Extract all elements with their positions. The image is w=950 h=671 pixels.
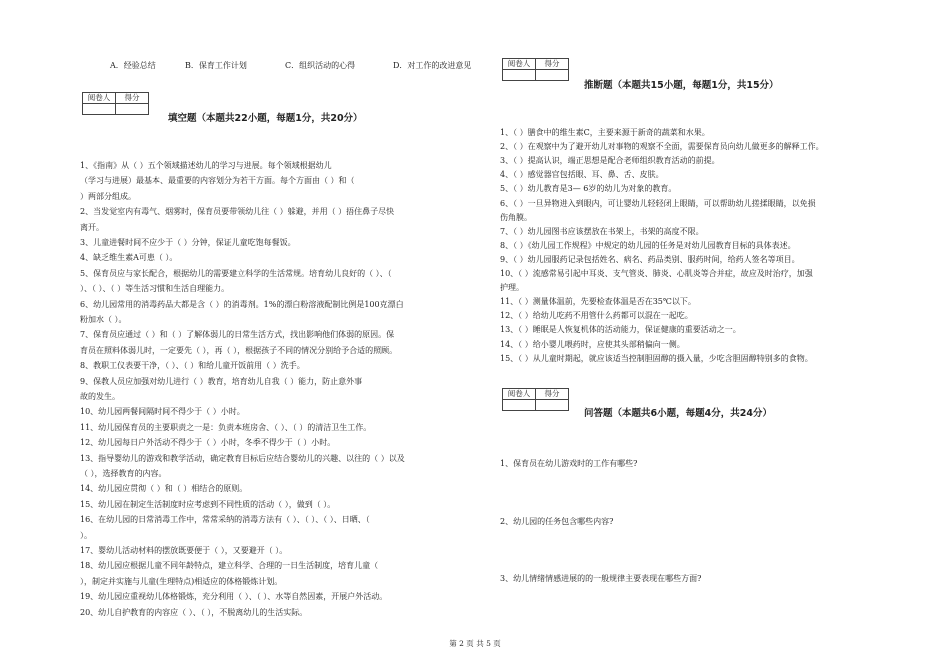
option-d: D．对工作的改进意见 [393,61,472,70]
score-label: 得分 [536,59,569,70]
score-cell [116,104,149,115]
page-footer: 第 2 页 共 5 页 [449,639,501,648]
qa-question-1: 1、保育员在幼儿游戏时的工作有哪些? [500,459,638,468]
judge-question-line: 12、（ ）给幼儿吃药不用管什么药都可以混在一起吃。 [500,311,693,321]
judge-question-line: 6、（ ）一旦异物进入到眼内，可让婴幼儿轻轻闭上眼睛，可以帮助幼儿搓揉眼睛，以免损 [500,198,816,208]
fill-question-line: 5、保育员应与家长配合，根据幼儿的需要建立科学的生活常规。培育幼儿良好的（ ）、（ [80,268,392,278]
qa-section-title: 问答题（本题共6小题，每题4分，共24分） [584,408,772,419]
judge-question-line: 14、（ ）给小婴儿喂药时，应使其头部稍偏向一侧。 [500,339,685,349]
fill-question-line: 10、幼儿园两餐间隔时间不得少于（ ）小时。 [80,407,245,417]
judge-question-line: 1、（ ）膳食中的维生素C，主要来源于新奇的蔬菜和水果。 [500,128,710,137]
qa-question-2: 2、幼儿园的任务包含哪些内容? [500,517,614,526]
fill-question-line: 3、儿童进餐时间不应少于（ ）分钟，保证儿童吃饱每餐饭。 [80,238,296,247]
fill-question-line: ）两部分组成。 [80,191,136,201]
fill-question-line: ），制定并实施与儿童(生理特点)相适应的体格锻炼计划。 [80,576,283,586]
fill-question-line: 18、幼儿园应根据儿童不同年龄特点，建立科学、合理的一日生活制度，培育儿童（ [80,561,379,571]
fill-question-line: 1、《指南》从（ ）五个领域描述幼儿的学习与进展。每个领域根据幼儿 [80,161,332,170]
fill-question-line: 离开。 [80,222,104,232]
reviewer-cell [503,400,536,411]
fill-question-line: 8、教职工仪表要干净，（ ）、（ ）和给儿童开饭前用（ ）洗手。 [80,361,305,371]
fill-question-line: 育员在照料体弱儿时，一定要先（ ），再（ ），根据孩子不同的情况分别给予合适的照顾。 [80,345,398,355]
reviewer-label: 阅卷人 [83,93,116,104]
fill-question-line: 19、幼儿园应重视幼儿体格锻炼，充分利用（ ）、（ ）、水等自然因素，开展户外活动。 [80,592,388,602]
judge-question-line: 5、（ ）幼儿教育是3— 6岁的幼儿为对象的教育。 [500,184,677,194]
judge-question-line: 3、（ ）提高认识，端正思想是配合老师组织教育活动的前提。 [500,156,720,166]
judge-question-line: 7、（ ）幼儿园图书应该摆放在书架上，书架的高度不限。 [500,226,704,236]
judge-question-line: 15、（ ）从儿童时期起，就应该适当控制胆固醇的摄入量，少吃含胆固醇特别多的食物。 [500,353,813,363]
fill-question-line: 13、指导婴幼儿的游戏和教学活动，确定教育目标后应结合婴幼儿的兴趣、以往的（ ）以及 [80,453,405,463]
fill-question-line: 14、幼儿园应贯彻（ ）和（ ）相结合的原则。 [80,484,248,494]
fill-question-line: 2、当发觉室内有毒气、烟雾时，保育员要带领幼儿往（ ）躲避，并用（ ）捂住鼻子尽快 [80,207,395,217]
judge-question-line: 护理。 [500,283,524,293]
fill-question-line: 20、幼儿自护教育的内容应（ ）、（ ），不脱离幼儿的生活实际。 [80,607,308,617]
fill-question-line: 6、幼儿园常用的消毒药品大都是含（ ）的消毒剂。1%的漂白粉溶液配制比例是100克漂白 [80,299,404,309]
score-box-qa [502,388,569,411]
score-cell [536,70,569,81]
score-label: 得分 [536,389,569,400]
fill-question-line: 故的发生。 [80,392,120,401]
fill-question-line: ）。 [80,530,92,540]
option-c: C．组织活动的心得 [285,61,356,70]
judge-question-line: 8、（ ）《幼儿园工作规程》中规定的幼儿园的任务是对幼儿园教育目标的具体表述。 [500,240,796,250]
fill-question-line: 11、幼儿园保育员的主要职责之一是：负责本班房舍、（ ）、（ ）的清洁卫生工作。 [80,422,372,432]
fill-section-title: 填空题（本题共22小题，每题1分，共20分） [168,113,363,124]
judge-question-line: 10、（ ）流感常易引起中耳炎、支气管炎、肺炎、心肌炎等合并症，故应及时治疗，加强 [500,269,813,278]
judge-question-line: 4、（ ）感觉器官包括眼、耳、鼻、舌、皮肤。 [500,170,664,180]
judge-question-line: 11、（ ）测量体温前，先要检查体温是否在35℃以下。 [500,297,696,307]
reviewer-cell [503,70,536,81]
reviewer-cell [83,104,116,115]
score-box-fill [82,92,149,115]
fill-question-line: 7、保育员应通过（ ）和（ ）了解体弱儿的日常生活方式，找出影响他们体弱的原因。保 [80,330,395,340]
option-b: B．保育工作计划 [185,61,247,70]
fill-question-line: 12、幼儿园每日户外活动不得少于（ ）小时，冬季不得少于（ ）小时。 [80,438,336,448]
fill-question-line: 16、在幼儿园的日常消毒工作中，常常采纳的消毒方法有（ ）、（ ）、（ ）、日晒、（ [80,515,370,525]
qa-question-3: 3、幼儿情绪情感进展的的一般规律主要表现在哪些方面? [500,574,702,583]
judge-question-line: 伤角膜。 [500,212,532,222]
fill-question-line: 17、婴幼儿活动材料的摆放既要便于（ ），又要避开（ ）。 [80,546,288,555]
option-a: A．经验总结 [110,61,156,70]
score-box-judge [502,58,569,81]
judge-question-line: 9、（ ）幼儿园服药记录包括姓名、病名、药品类别、服药时间，给药人签名等项目。 [500,254,800,264]
fill-question-line: 粉加水（ ）。 [80,315,127,324]
fill-question-line: 15、幼儿园在制定生活制度时应考虑到不同性质的活动（ ），做到（ ）。 [80,499,336,509]
score-cell [536,400,569,411]
fill-question-line: （ ），选择教育的内容。 [80,469,167,478]
reviewer-label: 阅卷人 [503,59,536,70]
judge-section-title: 推断题（本题共15小题，每题1分，共15分） [584,80,779,91]
fill-question-line: （学习与进展）最基本、最重要的内容划分为若干方面。每个方面由（ ）和（ [80,176,355,186]
judge-question-line: 2、（ ）在观察中为了避开幼儿对事物的观察不全面，需要保育员向幼儿做更多的解释工作。 [500,142,824,152]
fill-question-line: 4、缺乏维生素A可患（ ）。 [80,253,178,263]
score-label: 得分 [116,93,149,104]
fill-question-line: 9、保教人员应加强对幼儿进行（ ）教育，培育幼儿自我（ ）能力，防止意外事 [80,376,363,386]
judge-question-line: 13、（ ）睡眠是人恢复机体的活动能力，保证健康的重要活动之一。 [500,325,741,335]
reviewer-label: 阅卷人 [503,389,536,400]
fill-question-line: ）、（ ）、（ ）等生活习惯和生活自理能力。 [80,284,230,294]
